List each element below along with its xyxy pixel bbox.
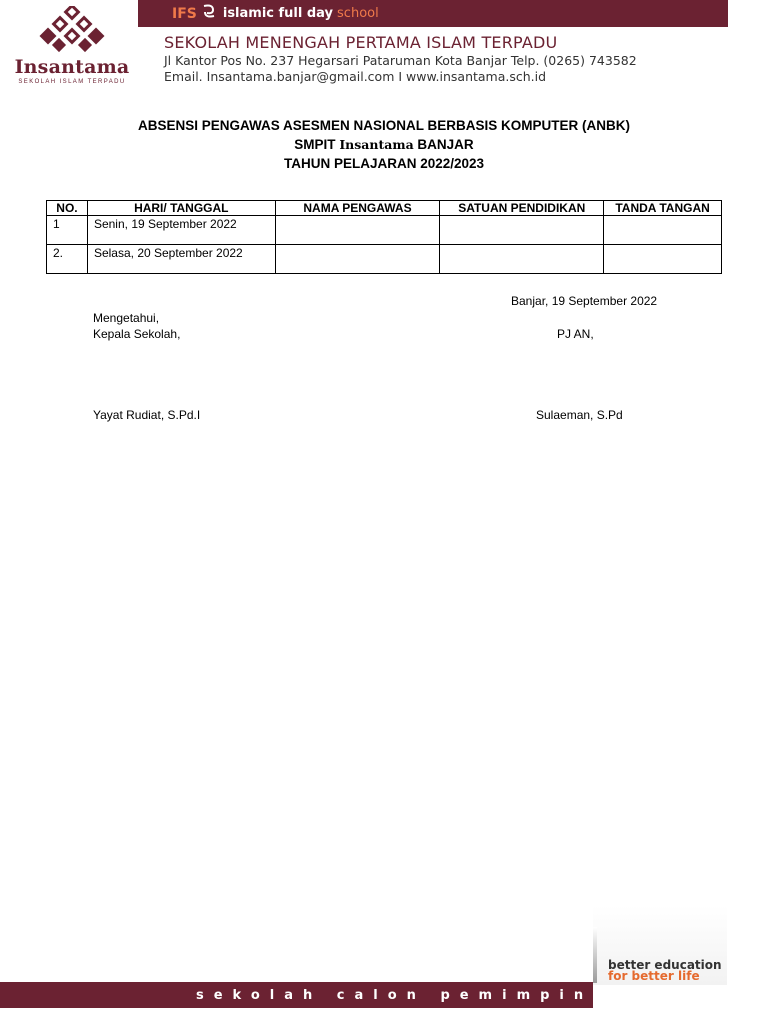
column-header-supervisor-name: NAMA PENGAWAS <box>275 201 440 216</box>
logo-emblem-icon <box>39 6 105 54</box>
footer-tagline <box>593 905 727 985</box>
cell-signature[interactable] <box>604 245 722 274</box>
table-row <box>47 216 722 245</box>
pj-role: PJ AN, <box>557 327 594 341</box>
band-tagline-school: school <box>337 6 379 21</box>
table-header-row <box>47 201 722 216</box>
band-tagline: islamic full day <box>222 6 334 21</box>
logo-tagline: SEKOLAH ISLAM TERPADU <box>18 79 126 85</box>
title-line-2 <box>0 135 768 154</box>
cell-education-unit[interactable] <box>440 245 604 274</box>
title-line-3: TAHUN PELAJARAN 2022/2023 <box>283 156 485 171</box>
title-line-1: ABSENSI PENGAWAS ASESMEN NASIONAL BERBASIS KOMPUTER (ANBK) <box>137 118 631 133</box>
school-address: Jl Kantor Pos No. 237 Hegarsari Pataruman Kota Banjar Telp. (0265) 743582 <box>164 53 637 68</box>
acknowledge-label: Mengetahui, <box>93 311 160 325</box>
top-brand-band <box>138 0 728 27</box>
tagline-line-1: better education <box>608 958 722 972</box>
attendance-table <box>46 200 722 274</box>
column-header-signature: TANDA TANGAN <box>604 201 722 216</box>
school-contact: Email. Insantama.banjar@gmail.com I www.insantama.sch.id <box>164 69 547 84</box>
place-date: Banjar, 19 September 2022 <box>511 294 658 308</box>
cell-no: 2. <box>47 245 88 274</box>
cell-supervisor-name[interactable] <box>275 245 440 274</box>
cell-education-unit[interactable] <box>440 216 604 245</box>
column-header-no: NO. <box>47 201 88 216</box>
footer-motto: sekolah calon pemimpin <box>196 987 594 1003</box>
title-line-2-suffix: BANJAR <box>413 137 474 152</box>
cell-supervisor-name[interactable] <box>275 216 440 245</box>
pj-name: Sulaeman, S.Pd <box>536 408 623 422</box>
tagline-line-2: for better life <box>608 969 700 983</box>
school-name: SEKOLAH MENENGAH PERTAMA ISLAM TERPADU <box>164 33 558 52</box>
logo-wordmark: Insantama <box>14 56 130 78</box>
tagline-accent-bar <box>593 927 597 983</box>
column-header-date: HARI/ TANGGAL <box>87 201 275 216</box>
cell-date: Senin, 19 September 2022 <box>87 216 275 245</box>
cell-date: Selasa, 20 September 2022 <box>87 245 275 274</box>
principal-name: Yayat Rudiat, S.Pd.I <box>93 408 201 422</box>
title-line-2-brand: Insantama <box>339 137 414 152</box>
ifs-swirl-icon <box>201 3 217 24</box>
principal-role: Kepala Sekolah, <box>93 327 181 341</box>
cell-signature[interactable] <box>604 216 722 245</box>
cell-no: 1 <box>47 216 88 245</box>
ifs-label: IFS <box>172 5 197 22</box>
footer-band <box>0 982 593 1008</box>
school-logo <box>10 6 134 86</box>
title-line-2-prefix: SMPIT <box>294 137 340 152</box>
document-title <box>0 116 768 173</box>
table-row <box>47 245 722 274</box>
column-header-education-unit: SATUAN PENDIDIKAN <box>440 201 604 216</box>
